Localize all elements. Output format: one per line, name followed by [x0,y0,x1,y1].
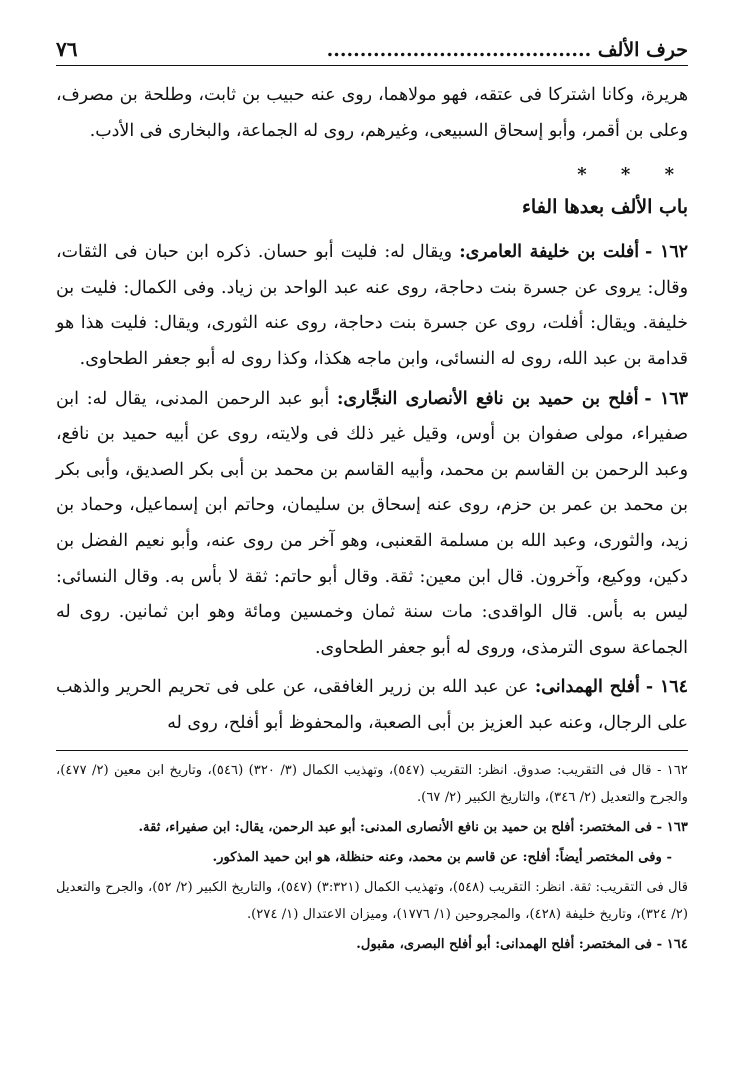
footnote-163-refs: قال فى التقريب: ثقة. انظر: التقريب (٥٤٨)، وتهذيب الكمال (٣:٣٢١) (٥٤٧)، والتاريخ الكبير (٢/ ٥٢)، والجرح والتعديل (٢/ ٣٢٤)، وتاريخ خليفة (٤٢٨)، والمجروحين (١/ ١٧٧٦)، وميزان الاعتدال (١/ ٢٧٤). [56,879,689,922]
entry-number: ١٦٤ - [645,677,688,698]
entry-163 [56,382,688,667]
entry-number: ١٦٢ - [645,242,689,263]
page-header [56,30,688,66]
entry-162 [56,235,688,377]
entry-text: أبو عبد الرحمن المدنى، يقال له: ابن صفيراء، مولى صفوان بن أوس، وقيل غير ذلك فى ولايته، روى عن أبيه حميد بن نافع، وعبد الرحمن بن القاسم بن محمد، وأبيه القاسم بن محمد بن أبى بكر الصديق، وأبى بكر بن محمد بن عمر بن حزم، روى عنه إسحاق بن سليمان، وحاتم ابن إسماعيل، وحماد بن زيد، والثورى، وعبد الله بن مسلمة القعنبى، وهو آخر من روى عنه، وأبو نعيم الفضل بن دكين، ووكيع، وآخرون. قال ابن معين: ثقة. وقال أبو حاتم: ثقة لا بأس به. وقال النسائى: ليس به بأس. قال الواقدى: مات سنة ثمان وخمسين ومائة وهو ابن ثمانين. روى له الجماعة سوى الترمذى، وروى له أبو جعفر الطحاوى. [56,388,688,658]
footnote-separator [56,750,688,751]
entry-heading: أفلت بن خليفة العامرى: [459,242,640,263]
entry-number: ١٦٣ - [644,388,688,409]
footnote-164: ١٦٤ - فى المختصر: أفلح الهمدانى: أبو أفلح البصرى، مقبول. [356,936,688,952]
section-divider-stars: * * * [577,164,688,186]
running-title: حرف الألف ........................................ [326,39,688,61]
entry-heading: أفلح بن حميد بن نافع الأنصارى النجَّارى: [336,388,639,409]
entry-164 [56,670,688,741]
footnote-163-note: - وفى المختصر أيضاً: أفلح: عن قاسم بن محمد، وعنه حنظلة، هو ابن حميد المذكور. [212,849,672,865]
page-number: ٧٦ [56,37,78,61]
footnote-163: ١٦٣ - فى المختصر: أفلح بن حميد بن نافع الأنصارى المدنى: أبو عبد الرحمن، يقال: ابن صفيراء، ثقة. [138,819,688,835]
main-text [56,78,688,742]
entry-heading: أفلح الهمدانى: [534,677,640,698]
continued-paragraph: هريرة، وكانا اشتركا فى عتقه، فهو مولاهما، روى عنه حبيب بن ثابت، وطلحة بن مصرف، وعلى بن أقمر، وأبو إسحاق السبيعى، وغيرهم، روى له الجماعة، والبخارى فى الأدب. [56,85,688,141]
entry-text: ويقال له: فليت أبو حسان. ذكره ابن حبان فى الثقات، وقال: يروى عن جسرة بنت دحاجة، روى عنه عبد الواحد بن زياد. وفى الكمال: فليت بن خليفة. ويقال: أفلت، روى عن جسرة بنت دحاجة، روى عنه الثورى، ويقال: فليت هذا هو قدامة بن عبد الله، روى له النسائى، وابن ماجه هكذا، وكذا روى له أبو جعفر الطحاوى. [56,242,688,369]
section-title: باب الألف بعدها الفاء [521,196,688,219]
entry-text: عن عبد الله بن زرير الغافقى، عن على فى تحريم الحرير والذهب على الرجال، وعنه عبد العزيز بن أبى الصعبة، والمحفوظ أبو أفلح، روى له [56,677,688,733]
book-page [56,30,688,1074]
footnote-162: ١٦٢ - قال فى التقريب: صدوق. انظر: التقريب (٥٤٧)، وتهذيب الكمال (٣/ ٣٢٠) (٥٤٦)، وتاريخ ابن معين (٢/ ٤٧٧)، والجرح والتعديل (٢/ ٣٤٦)، والتاريخ الكبير (٢/ ٦٧). [56,762,688,805]
footnotes [56,757,688,958]
